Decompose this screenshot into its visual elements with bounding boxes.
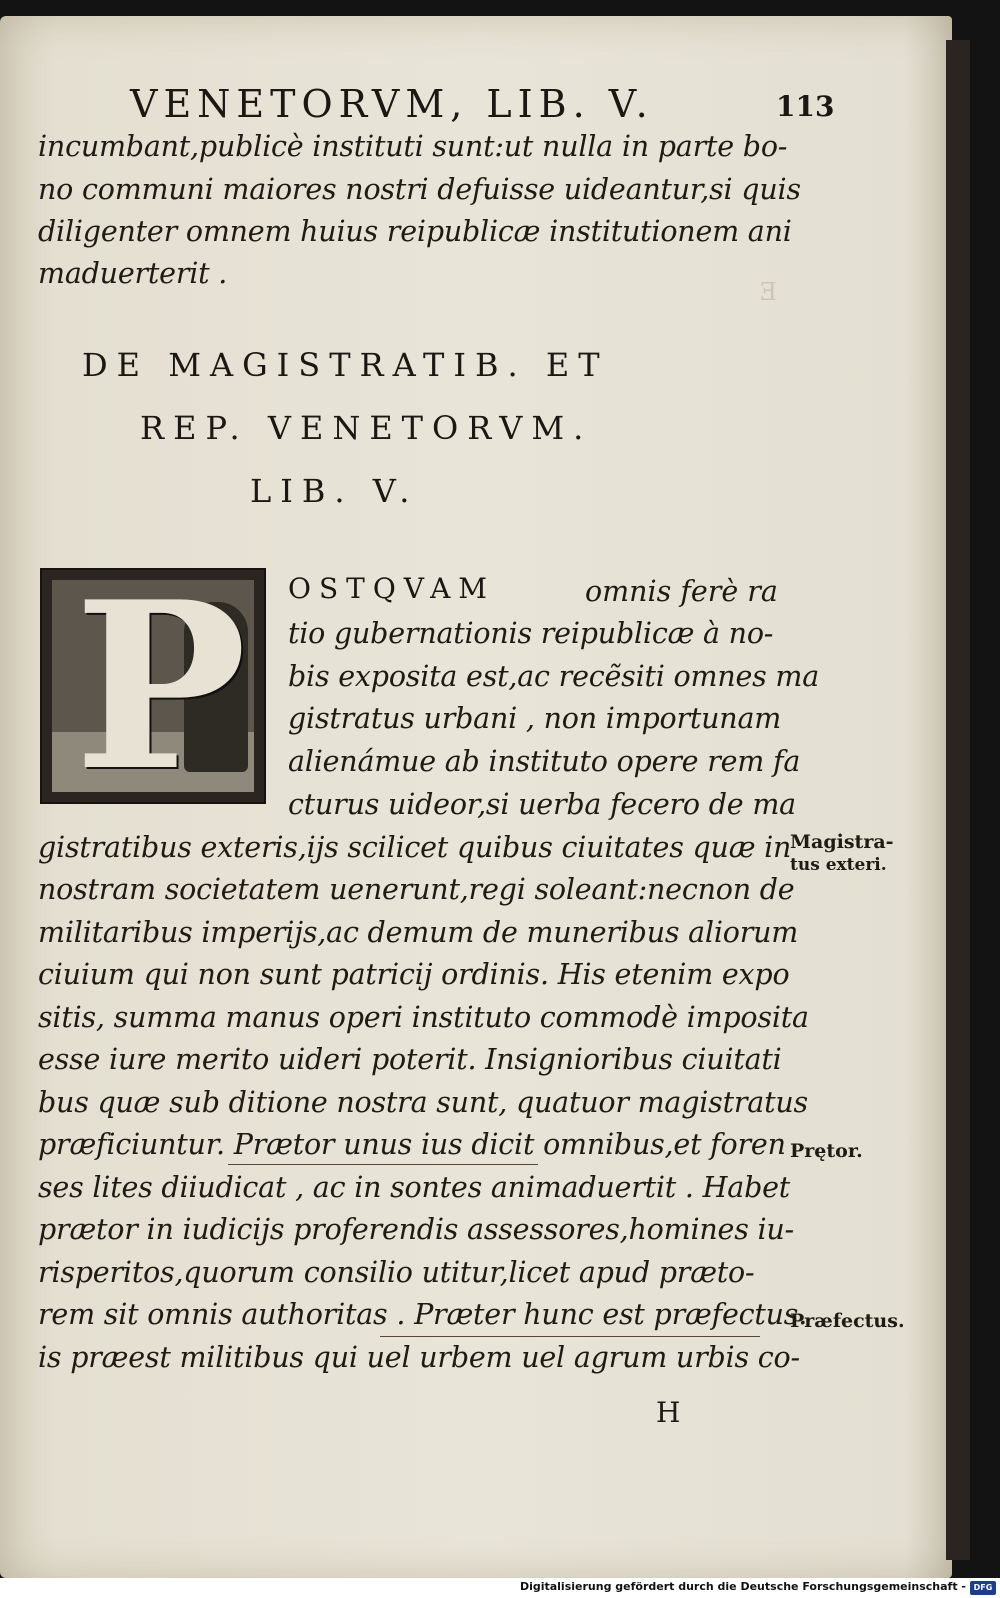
text-line: nostram societatem uenerunt,regi soleant:necnon de (38, 873, 795, 906)
text-line: alienámue ab instituto opere rem fa (288, 745, 801, 778)
chapter-heading-line-3: LIB. V. (250, 472, 419, 510)
text-line: prætor in iudicijs proferendis assessores,homines iu- (38, 1213, 794, 1246)
text-line: omnis ferè ra (585, 575, 778, 608)
text-line: incumbant,publicè instituti sunt:ut nulla in parte bo- (38, 130, 788, 163)
text-line: is præest militibus qui uel urbem uel agrum urbis co- (38, 1341, 800, 1374)
initial-letter: P (74, 580, 247, 792)
running-head: VENETORVM, LIB. V. (130, 82, 654, 126)
marginal-note: Prętor. (790, 1140, 863, 1162)
text-line: rem sit omnis authoritas . Præter hunc est præfectus. (38, 1298, 808, 1331)
text-line: maduerterit . (38, 257, 228, 290)
marginal-note: tus exteri. (790, 855, 887, 875)
chapter-heading-line-2: REP. VENETORVM. (140, 409, 593, 447)
footer-credit: Digitalisierung gefördert durch die Deutsche Forschungsgemeinschaft - (519, 1580, 966, 1593)
woodcut-image (52, 580, 254, 792)
text-line: diligenter omnem huius reipublicæ institutionem ani (38, 215, 792, 248)
opening-word: OSTQVAM (288, 572, 495, 605)
text-line: tio gubernationis reipublicæ à no- (288, 617, 774, 650)
dfg-logo: DFG (970, 1581, 996, 1595)
text-line: ciuium qui non sunt patricij ordinis. His etenim expo (38, 958, 790, 991)
text-line: cturus uideor,si uerba fecero de ma (288, 788, 796, 821)
text-line: gistratibus exteris,ijs scilicet quibus ciuitates quæ in (38, 831, 792, 864)
folio-number: 113 (776, 90, 835, 123)
marginal-note: Præfectus. (790, 1310, 905, 1332)
text-line: bus quæ sub ditione nostra sunt, quatuor magistratus (38, 1086, 808, 1119)
chapter-heading-line-1: DE MAGISTRATIB. ET (82, 346, 609, 384)
text-line: no communi maiores nostri defuisse uideantur,si quis (38, 173, 801, 206)
page-edge (946, 40, 970, 1560)
text-line: gistratus urbani , non importunam (288, 702, 782, 735)
signature-mark: H (656, 1396, 681, 1429)
text-line: risperitos,quorum consilio utitur,licet apud præto- (38, 1256, 755, 1289)
show-through: Ǝ (760, 278, 778, 306)
handwritten-underline (228, 1164, 538, 1165)
text-line: militaribus imperijs,ac demum de muneribus aliorum (38, 916, 799, 949)
text-line: præficiuntur. Prætor unus ius dicit omnibus,et foren (38, 1128, 786, 1161)
text-line: sitis, summa manus operi instituto commodè imposita (38, 1001, 809, 1034)
text-line: ses lites diiudicat , ac in sontes animaduertit . Habet (38, 1171, 791, 1204)
marginal-note: Magistra- (790, 831, 894, 853)
footer-bar (0, 1578, 1000, 1598)
text-line: esse iure merito uideri poterit. Insignioribus ciuitati (38, 1043, 782, 1076)
text-line: bis exposita est,ac recẽsiti omnes ma (288, 660, 820, 693)
decorated-initial (40, 568, 266, 804)
handwritten-underline (380, 1336, 760, 1337)
book-page (0, 16, 952, 1578)
